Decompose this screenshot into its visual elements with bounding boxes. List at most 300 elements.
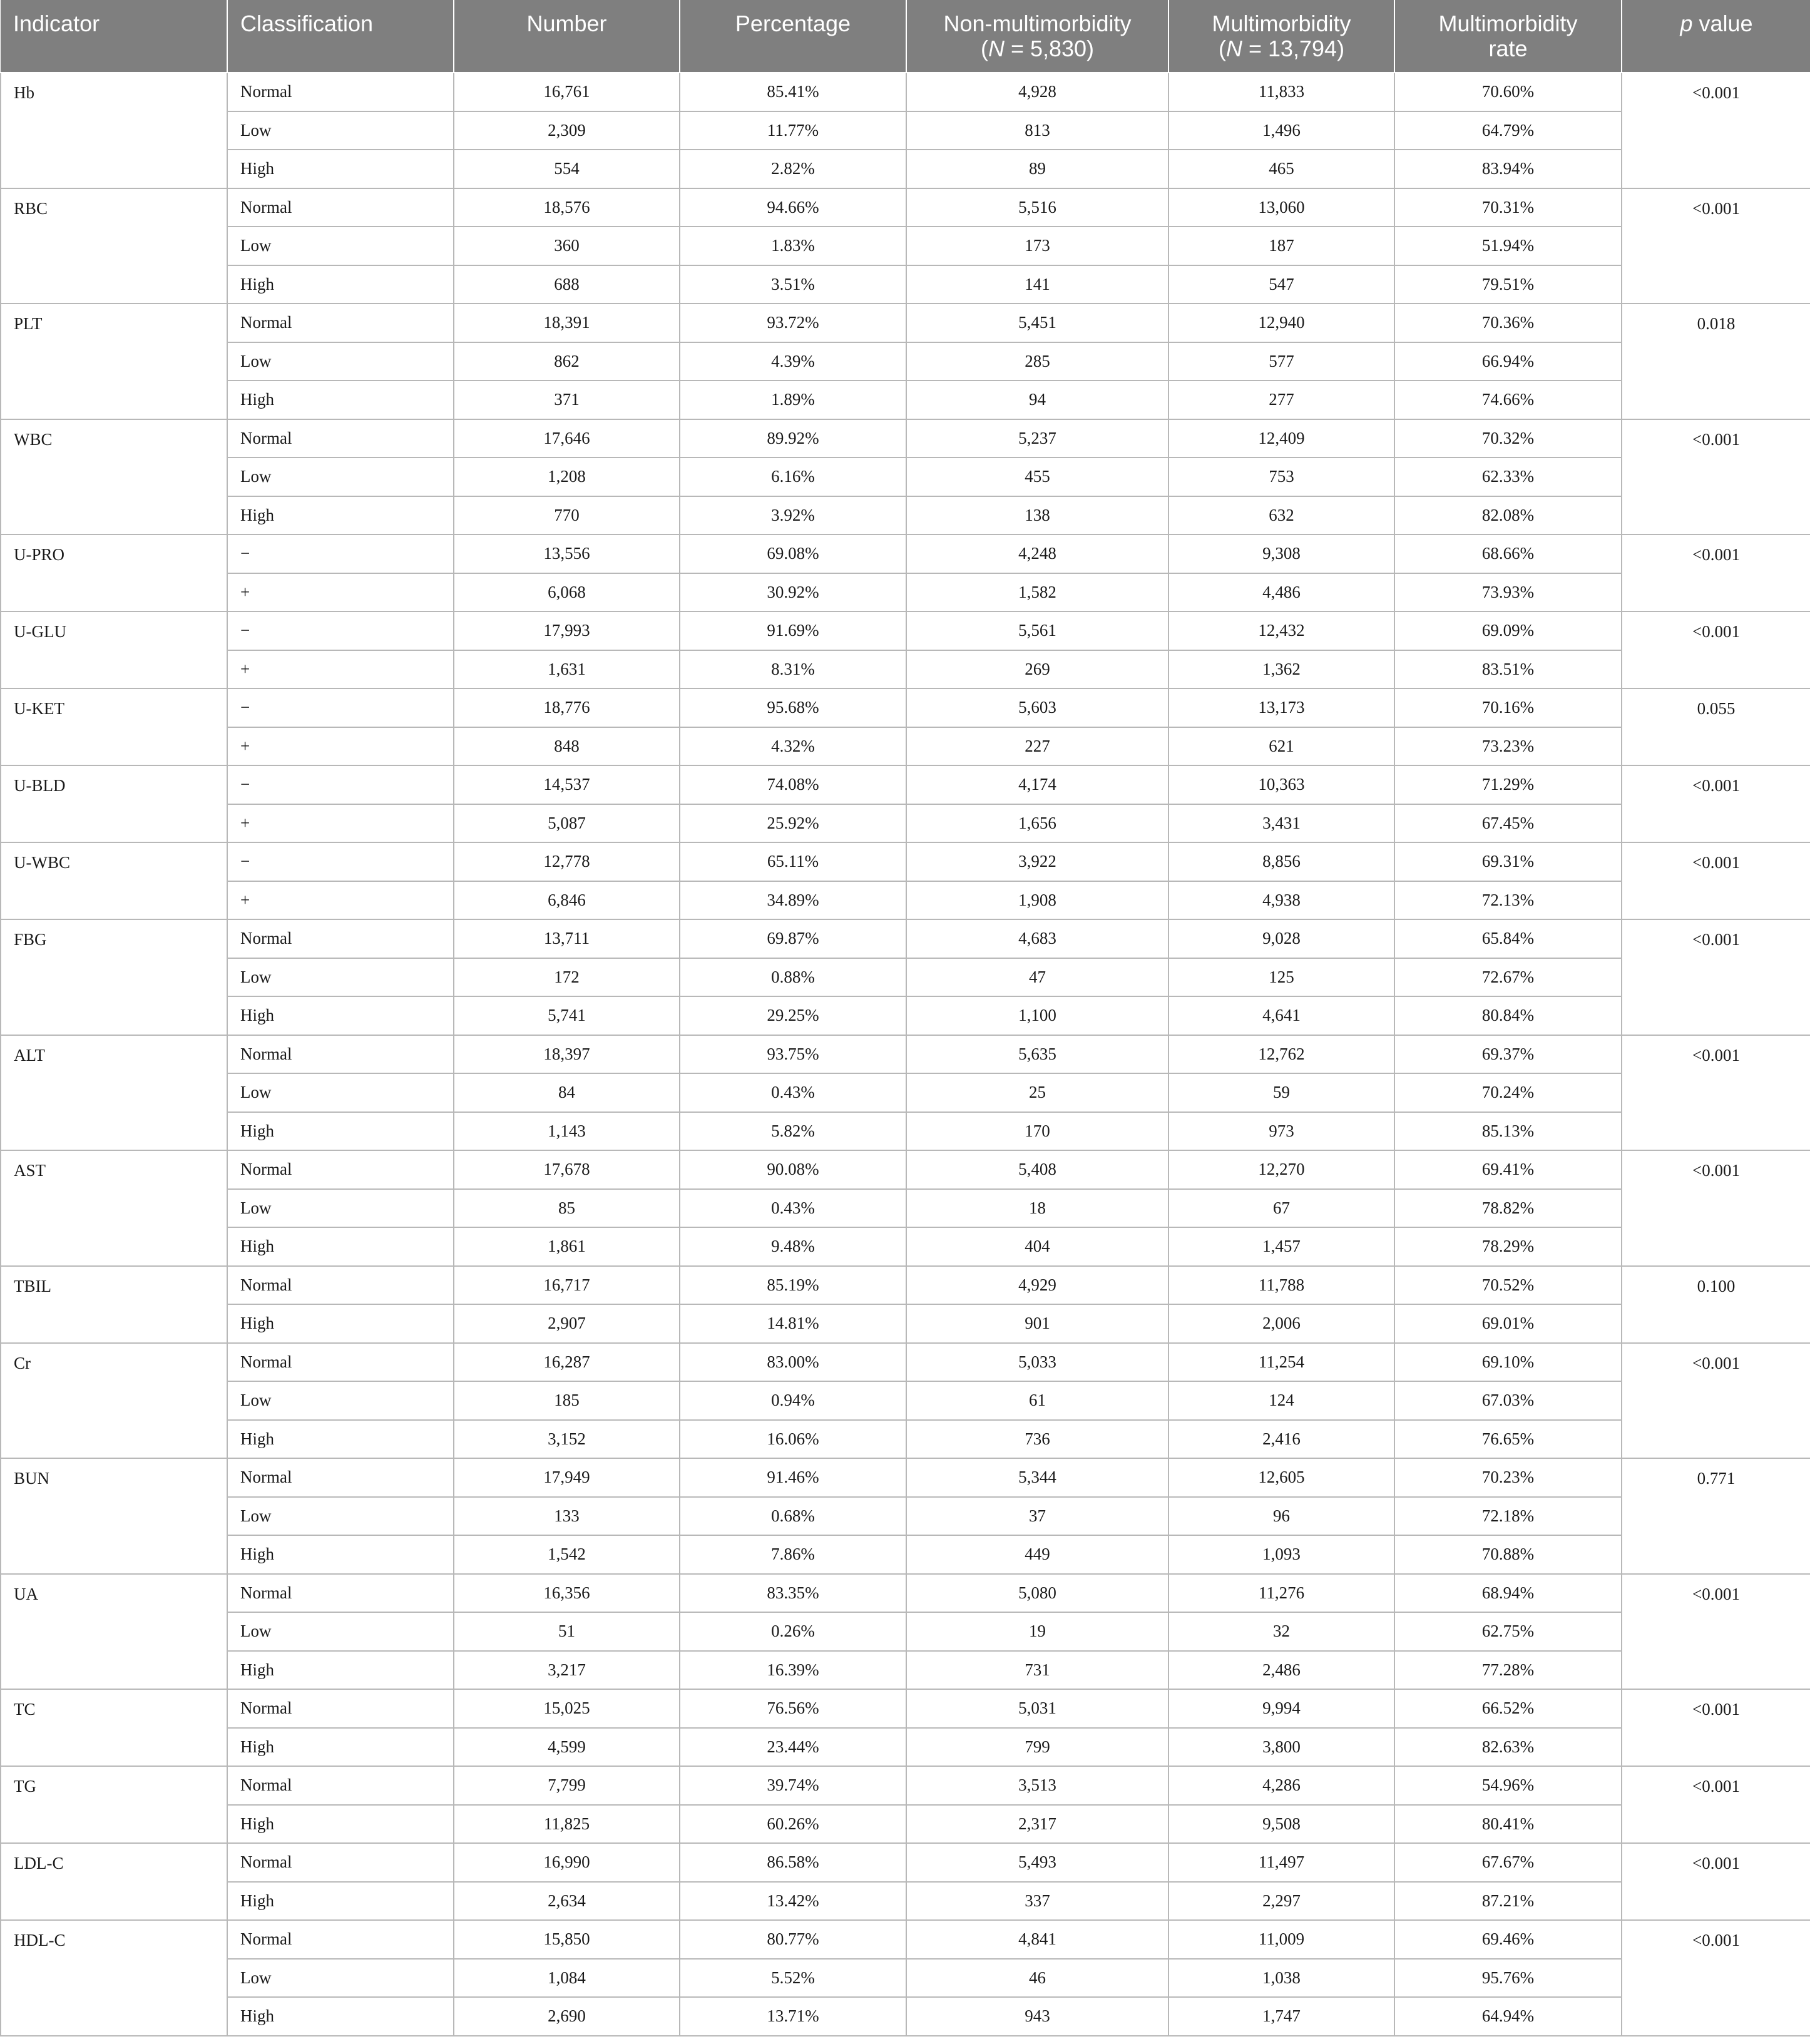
number-cell: 2,690	[454, 1997, 680, 2036]
multimorbidity-cell: 124	[1168, 1381, 1394, 1420]
table-row	[1, 1651, 1810, 1690]
indicator-cell: ALT	[1, 1035, 227, 1151]
multimorbidity-cell: 2,297	[1168, 1882, 1394, 1921]
number-cell: 862	[454, 342, 680, 381]
multimorbidity-cell: 187	[1168, 227, 1394, 265]
table-row	[1, 1805, 1810, 1844]
classification-cell: Normal	[227, 1843, 454, 1882]
multimorbidity-rate-cell: 69.37%	[1394, 1035, 1622, 1074]
multimorbidity-rate-cell: 77.28%	[1394, 1651, 1622, 1690]
multimorbidity-rate-cell: 83.51%	[1394, 650, 1622, 689]
multimorbidity-cell: 59	[1168, 1073, 1394, 1112]
number-cell: 5,741	[454, 996, 680, 1035]
multimorbidity-cell: 4,486	[1168, 573, 1394, 612]
number-cell: 17,678	[454, 1150, 680, 1189]
multimorbidity-rate-cell: 69.10%	[1394, 1343, 1622, 1382]
table-row	[1, 1343, 1810, 1382]
non-multimorbidity-cell: 5,603	[906, 688, 1168, 727]
multimorbidity-cell: 621	[1168, 727, 1394, 766]
non-multimorbidity-cell: 46	[906, 1959, 1168, 1998]
percentage-cell: 86.58%	[680, 1843, 906, 1882]
non-multimorbidity-cell: 141	[906, 265, 1168, 304]
classification-cell: +	[227, 573, 454, 612]
non-multimorbidity-cell: 449	[906, 1535, 1168, 1574]
indicator-cell: U-PRO	[1, 534, 227, 611]
percentage-cell: 0.43%	[680, 1189, 906, 1228]
classification-cell: Normal	[227, 1574, 454, 1613]
multimorbidity-rate-cell: 70.36%	[1394, 304, 1622, 342]
number-cell: 16,717	[454, 1266, 680, 1305]
table-row	[1, 1728, 1810, 1767]
non-multimorbidity-cell: 4,929	[906, 1266, 1168, 1305]
p-value-cell: 0.100	[1622, 1266, 1810, 1343]
multimorbidity-rate-cell: 85.13%	[1394, 1112, 1622, 1151]
non-multimorbidity-cell: 5,080	[906, 1574, 1168, 1613]
multimorbidity-rate-cell: 51.94%	[1394, 227, 1622, 265]
indicator-cell: TBIL	[1, 1266, 227, 1343]
number-cell: 11,825	[454, 1805, 680, 1844]
percentage-cell: 0.68%	[680, 1497, 906, 1536]
number-cell: 85	[454, 1189, 680, 1228]
percentage-cell: 85.41%	[680, 73, 906, 111]
table-row	[1, 573, 1810, 612]
table-row	[1, 265, 1810, 304]
percentage-cell: 39.74%	[680, 1766, 906, 1805]
non-multimorbidity-cell: 1,656	[906, 804, 1168, 843]
classification-cell: High	[227, 1882, 454, 1921]
multimorbidity-cell: 9,508	[1168, 1805, 1394, 1844]
classification-cell: High	[227, 1535, 454, 1574]
classification-cell: High	[227, 496, 454, 535]
multimorbidity-cell: 11,497	[1168, 1843, 1394, 1882]
classification-cell: Normal	[227, 1689, 454, 1728]
multimorbidity-cell: 4,641	[1168, 996, 1394, 1035]
multimorbidity-cell: 1,457	[1168, 1227, 1394, 1266]
classification-cell: Low	[227, 1959, 454, 1998]
multimorbidity-rate-cell: 78.29%	[1394, 1227, 1622, 1266]
classification-cell: Normal	[227, 1150, 454, 1189]
header-multimorbidity-count: = 13,794)	[1242, 36, 1345, 61]
percentage-cell: 0.26%	[680, 1612, 906, 1651]
non-multimorbidity-cell: 813	[906, 111, 1168, 150]
classification-cell: Low	[227, 342, 454, 381]
non-multimorbidity-cell: 18	[906, 1189, 1168, 1228]
classification-cell: −	[227, 534, 454, 573]
multimorbidity-rate-cell: 70.31%	[1394, 188, 1622, 227]
multimorbidity-rate-cell: 70.16%	[1394, 688, 1622, 727]
multimorbidity-cell: 12,940	[1168, 304, 1394, 342]
header-rate-line1: Multimorbidity	[1438, 11, 1578, 36]
non-multimorbidity-cell: 2,317	[906, 1805, 1168, 1844]
indicator-cell: U-GLU	[1, 611, 227, 688]
non-multimorbidity-cell: 61	[906, 1381, 1168, 1420]
indicator-cell: FBG	[1, 919, 227, 1035]
p-value-cell: <0.001	[1622, 1343, 1810, 1459]
indicator-cell: BUN	[1, 1458, 227, 1574]
number-cell: 51	[454, 1612, 680, 1651]
p-value-cell: <0.001	[1622, 1766, 1810, 1843]
header-p-italic: p	[1680, 11, 1693, 36]
percentage-cell: 11.77%	[680, 111, 906, 150]
table-row	[1, 881, 1810, 920]
multimorbidity-cell: 11,276	[1168, 1574, 1394, 1613]
non-multimorbidity-cell: 5,033	[906, 1343, 1168, 1382]
classification-cell: High	[227, 1805, 454, 1844]
non-multimorbidity-cell: 269	[906, 650, 1168, 689]
indicator-cell: TG	[1, 1766, 227, 1843]
table-row	[1, 457, 1810, 496]
multimorbidity-rate-cell: 82.08%	[1394, 496, 1622, 535]
multimorbidity-cell: 2,416	[1168, 1420, 1394, 1459]
header-p-rest: value	[1692, 11, 1753, 36]
multimorbidity-rate-cell: 65.84%	[1394, 919, 1622, 958]
percentage-cell: 4.32%	[680, 727, 906, 766]
multimorbidity-rate-cell: 67.45%	[1394, 804, 1622, 843]
non-multimorbidity-cell: 4,841	[906, 1920, 1168, 1959]
percentage-cell: 0.88%	[680, 958, 906, 997]
classification-cell: High	[227, 381, 454, 419]
percentage-cell: 5.52%	[680, 1959, 906, 1998]
number-cell: 688	[454, 265, 680, 304]
number-cell: 16,761	[454, 73, 680, 111]
multimorbidity-cell: 3,800	[1168, 1728, 1394, 1767]
percentage-cell: 69.08%	[680, 534, 906, 573]
header-non-multimorbidity	[906, 0, 1168, 73]
non-multimorbidity-cell: 5,237	[906, 419, 1168, 458]
table-row	[1, 1304, 1810, 1343]
p-value-cell: <0.001	[1622, 419, 1810, 535]
table-row	[1, 1381, 1810, 1420]
table-row	[1, 1920, 1810, 1959]
classification-cell: Low	[227, 1381, 454, 1420]
classification-cell: Normal	[227, 419, 454, 458]
multimorbidity-cell: 632	[1168, 496, 1394, 535]
number-cell: 18,391	[454, 304, 680, 342]
percentage-cell: 89.92%	[680, 419, 906, 458]
number-cell: 371	[454, 381, 680, 419]
multimorbidity-cell: 12,409	[1168, 419, 1394, 458]
number-cell: 770	[454, 496, 680, 535]
p-value-cell: <0.001	[1622, 842, 1810, 919]
non-multimorbidity-cell: 1,908	[906, 881, 1168, 920]
multimorbidity-rate-cell: 64.79%	[1394, 111, 1622, 150]
percentage-cell: 85.19%	[680, 1266, 906, 1305]
multimorbidity-cell: 13,060	[1168, 188, 1394, 227]
multimorbidity-rate-cell: 80.41%	[1394, 1805, 1622, 1844]
header-number: Number	[454, 0, 680, 73]
p-value-cell: <0.001	[1622, 188, 1810, 304]
percentage-cell: 95.68%	[680, 688, 906, 727]
indicator-cell: Hb	[1, 73, 227, 188]
header-multimorbidity-open: (	[1218, 36, 1226, 61]
classification-cell: High	[227, 1304, 454, 1343]
non-multimorbidity-cell: 94	[906, 381, 1168, 419]
indicator-cell: HDL-C	[1, 1920, 227, 2036]
p-value-cell: <0.001	[1622, 1574, 1810, 1690]
multimorbidity-rate-cell: 67.67%	[1394, 1843, 1622, 1882]
non-multimorbidity-cell: 731	[906, 1651, 1168, 1690]
header-multimorbidity-label: Multimorbidity	[1212, 11, 1351, 36]
multimorbidity-rate-cell: 76.65%	[1394, 1420, 1622, 1459]
number-cell: 1,631	[454, 650, 680, 689]
number-cell: 3,152	[454, 1420, 680, 1459]
table-row	[1, 1612, 1810, 1651]
indicator-cell: Cr	[1, 1343, 227, 1459]
multimorbidity-rate-cell: 66.94%	[1394, 342, 1622, 381]
multimorbidity-rate-cell: 62.33%	[1394, 457, 1622, 496]
table-row	[1, 611, 1810, 650]
number-cell: 15,025	[454, 1689, 680, 1728]
non-multimorbidity-cell: 455	[906, 457, 1168, 496]
number-cell: 133	[454, 1497, 680, 1536]
multimorbidity-cell: 9,994	[1168, 1689, 1394, 1728]
table-row	[1, 73, 1810, 111]
multimorbidity-cell: 12,762	[1168, 1035, 1394, 1074]
number-cell: 5,087	[454, 804, 680, 843]
table-row	[1, 1997, 1810, 2036]
number-cell: 13,711	[454, 919, 680, 958]
multimorbidity-rate-cell: 71.29%	[1394, 765, 1622, 804]
classification-cell: Normal	[227, 73, 454, 111]
classification-cell: High	[227, 996, 454, 1035]
multimorbidity-cell: 1,362	[1168, 650, 1394, 689]
header-non-multimorbidity-open: (	[980, 36, 988, 61]
table-row	[1, 1535, 1810, 1574]
non-multimorbidity-cell: 4,174	[906, 765, 1168, 804]
indicator-cell: WBC	[1, 419, 227, 535]
non-multimorbidity-cell: 4,248	[906, 534, 1168, 573]
classification-cell: Normal	[227, 1920, 454, 1959]
table-row	[1, 1882, 1810, 1921]
multimorbidity-cell: 11,009	[1168, 1920, 1394, 1959]
classification-cell: Normal	[227, 1766, 454, 1805]
multimorbidity-cell: 1,038	[1168, 1959, 1394, 1998]
number-cell: 1,208	[454, 457, 680, 496]
non-multimorbidity-cell: 736	[906, 1420, 1168, 1459]
percentage-cell: 94.66%	[680, 188, 906, 227]
non-multimorbidity-cell: 25	[906, 1073, 1168, 1112]
classification-cell: +	[227, 804, 454, 843]
classification-cell: Low	[227, 1612, 454, 1651]
multimorbidity-cell: 8,856	[1168, 842, 1394, 881]
percentage-cell: 1.89%	[680, 381, 906, 419]
non-multimorbidity-cell: 901	[906, 1304, 1168, 1343]
non-multimorbidity-cell: 337	[906, 1882, 1168, 1921]
p-value-cell: <0.001	[1622, 534, 1810, 611]
multimorbidity-rate-cell: 73.93%	[1394, 573, 1622, 612]
multimorbidity-rate-cell: 78.82%	[1394, 1189, 1622, 1228]
classification-cell: High	[227, 1997, 454, 2036]
percentage-cell: 0.43%	[680, 1073, 906, 1112]
multimorbidity-rate-cell: 70.23%	[1394, 1458, 1622, 1497]
number-cell: 18,776	[454, 688, 680, 727]
multimorbidity-cell: 465	[1168, 150, 1394, 188]
table-row	[1, 650, 1810, 689]
number-cell: 17,993	[454, 611, 680, 650]
indicator-cell: TC	[1, 1689, 227, 1766]
number-cell: 2,309	[454, 111, 680, 150]
indicator-cell: AST	[1, 1150, 227, 1266]
multimorbidity-rate-cell: 83.94%	[1394, 150, 1622, 188]
non-multimorbidity-cell: 1,582	[906, 573, 1168, 612]
p-value-cell: <0.001	[1622, 1920, 1810, 2036]
table-row	[1, 419, 1810, 458]
classification-cell: Normal	[227, 188, 454, 227]
multimorbidity-rate-cell: 87.21%	[1394, 1882, 1622, 1921]
indicator-cell: U-BLD	[1, 765, 227, 842]
indicator-cell: LDL-C	[1, 1843, 227, 1920]
number-cell: 1,542	[454, 1535, 680, 1574]
multimorbidity-cell: 13,173	[1168, 688, 1394, 727]
table-row	[1, 304, 1810, 342]
number-cell: 84	[454, 1073, 680, 1112]
classification-cell: Low	[227, 1497, 454, 1536]
multimorbidity-rate-cell: 74.66%	[1394, 381, 1622, 419]
header-classification: Classification	[227, 0, 454, 73]
multimorbidity-rate-cell: 68.94%	[1394, 1574, 1622, 1613]
p-value-cell: <0.001	[1622, 611, 1810, 688]
p-value-cell: <0.001	[1622, 1035, 1810, 1151]
percentage-cell: 93.72%	[680, 304, 906, 342]
percentage-cell: 5.82%	[680, 1112, 906, 1151]
table-row	[1, 534, 1810, 573]
table-row	[1, 1150, 1810, 1189]
number-cell: 17,646	[454, 419, 680, 458]
indicator-cell: U-KET	[1, 688, 227, 765]
classification-cell: −	[227, 842, 454, 881]
percentage-cell: 3.92%	[680, 496, 906, 535]
p-value-cell: <0.001	[1622, 919, 1810, 1035]
multimorbidity-rate-cell: 79.51%	[1394, 265, 1622, 304]
number-cell: 554	[454, 150, 680, 188]
number-cell: 18,397	[454, 1035, 680, 1074]
percentage-cell: 23.44%	[680, 1728, 906, 1767]
header-multimorbidity-n: N	[1225, 36, 1242, 61]
percentage-cell: 25.92%	[680, 804, 906, 843]
classification-cell: −	[227, 611, 454, 650]
multimorbidity-rate-cell: 54.96%	[1394, 1766, 1622, 1805]
table-row	[1, 111, 1810, 150]
non-multimorbidity-cell: 799	[906, 1728, 1168, 1767]
number-cell: 14,537	[454, 765, 680, 804]
table-row	[1, 1112, 1810, 1151]
table-row	[1, 919, 1810, 958]
number-cell: 185	[454, 1381, 680, 1420]
table-row	[1, 1497, 1810, 1536]
multimorbidity-cell: 10,363	[1168, 765, 1394, 804]
classification-cell: Low	[227, 1189, 454, 1228]
number-cell: 1,861	[454, 1227, 680, 1266]
multimorbidity-cell: 4,286	[1168, 1766, 1394, 1805]
non-multimorbidity-cell: 5,344	[906, 1458, 1168, 1497]
multimorbidity-rate-cell: 68.66%	[1394, 534, 1622, 573]
indicator-cell: RBC	[1, 188, 227, 304]
classification-cell: High	[227, 1112, 454, 1151]
multimorbidity-rate-cell: 82.63%	[1394, 1728, 1622, 1767]
multimorbidity-rate-cell: 73.23%	[1394, 727, 1622, 766]
number-cell: 1,143	[454, 1112, 680, 1151]
multimorbidity-cell: 125	[1168, 958, 1394, 997]
non-multimorbidity-cell: 3,513	[906, 1766, 1168, 1805]
number-cell: 16,990	[454, 1843, 680, 1882]
multimorbidity-cell: 973	[1168, 1112, 1394, 1151]
multimorbidity-cell: 11,833	[1168, 73, 1394, 111]
non-multimorbidity-cell: 89	[906, 150, 1168, 188]
percentage-cell: 74.08%	[680, 765, 906, 804]
multimorbidity-cell: 11,254	[1168, 1343, 1394, 1382]
multimorbidity-cell: 96	[1168, 1497, 1394, 1536]
classification-cell: Normal	[227, 919, 454, 958]
number-cell: 360	[454, 227, 680, 265]
multimorbidity-cell: 12,270	[1168, 1150, 1394, 1189]
non-multimorbidity-cell: 404	[906, 1227, 1168, 1266]
p-value-cell: <0.001	[1622, 1843, 1810, 1920]
multimorbidity-cell: 32	[1168, 1612, 1394, 1651]
multimorbidity-cell: 3,431	[1168, 804, 1394, 843]
percentage-cell: 83.35%	[680, 1574, 906, 1613]
percentage-cell: 16.06%	[680, 1420, 906, 1459]
number-cell: 2,634	[454, 1882, 680, 1921]
header-row	[1, 0, 1810, 73]
number-cell: 18,576	[454, 188, 680, 227]
table-row	[1, 227, 1810, 265]
multimorbidity-cell: 2,006	[1168, 1304, 1394, 1343]
non-multimorbidity-cell: 5,635	[906, 1035, 1168, 1074]
multimorbidity-cell: 12,432	[1168, 611, 1394, 650]
percentage-cell: 90.08%	[680, 1150, 906, 1189]
classification-cell: Low	[227, 1073, 454, 1112]
multimorbidity-rate-cell: 70.88%	[1394, 1535, 1622, 1574]
number-cell: 6,068	[454, 573, 680, 612]
table-header	[1, 0, 1810, 73]
non-multimorbidity-cell: 47	[906, 958, 1168, 997]
classification-cell: Normal	[227, 1266, 454, 1305]
percentage-cell: 91.46%	[680, 1458, 906, 1497]
non-multimorbidity-cell: 227	[906, 727, 1168, 766]
table-row	[1, 1189, 1810, 1228]
number-cell: 172	[454, 958, 680, 997]
multimorbidity-cell: 1,496	[1168, 111, 1394, 150]
table-row	[1, 1227, 1810, 1266]
non-multimorbidity-cell: 4,928	[906, 73, 1168, 111]
classification-cell: −	[227, 688, 454, 727]
number-cell: 12,778	[454, 842, 680, 881]
p-value-cell: <0.001	[1622, 73, 1810, 188]
multimorbidity-rate-cell: 72.67%	[1394, 958, 1622, 997]
indicator-cell: U-WBC	[1, 842, 227, 919]
header-non-multimorbidity-label: Non-multimorbidity	[943, 11, 1132, 36]
classification-cell: Low	[227, 227, 454, 265]
table-body	[1, 73, 1810, 2036]
number-cell: 7,799	[454, 1766, 680, 1805]
number-cell: 4,599	[454, 1728, 680, 1767]
percentage-cell: 65.11%	[680, 842, 906, 881]
table-row	[1, 765, 1810, 804]
classification-cell: Low	[227, 111, 454, 150]
table-row	[1, 1689, 1810, 1728]
percentage-cell: 91.69%	[680, 611, 906, 650]
multimorbidity-rate-cell: 95.76%	[1394, 1959, 1622, 1998]
classification-cell: High	[227, 265, 454, 304]
multimorbidity-rate-cell: 69.41%	[1394, 1150, 1622, 1189]
percentage-cell: 14.81%	[680, 1304, 906, 1343]
classification-cell: Normal	[227, 304, 454, 342]
table-row	[1, 1266, 1810, 1305]
non-multimorbidity-cell: 285	[906, 342, 1168, 381]
table-row	[1, 150, 1810, 188]
multimorbidity-cell: 9,028	[1168, 919, 1394, 958]
table-row	[1, 727, 1810, 766]
